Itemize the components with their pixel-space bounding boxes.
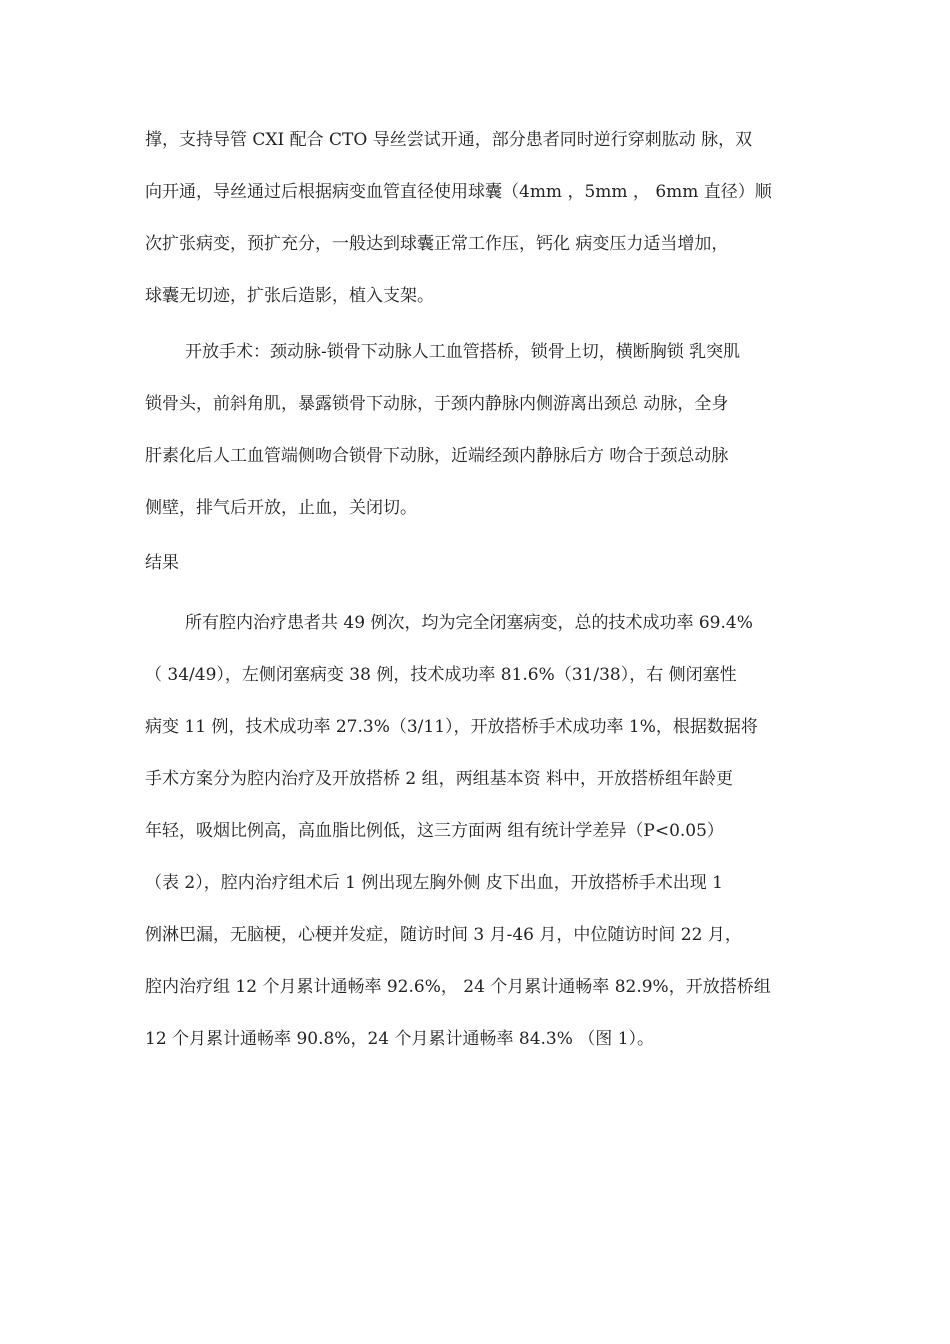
- text-line: 年轻，吸烟比例高，高血脂比例低，这三方面两 组有统计学差异（P<0.05）: [145, 821, 724, 841]
- text-line: （ 34/49），左侧闭塞病变 38 例，技术成功率 81.6%（31/38），右 侧闭塞性: [145, 665, 737, 685]
- text-line: 锁骨头，前斜角肌，暴露锁骨下动脉，于颈内静脉内侧游离出颈总 动脉，全身: [145, 394, 729, 414]
- text-line: 腔内治疗组 12 个月累计通畅率 92.6%， 24 个月累计通畅率 82.9%，开放搭桥组: [145, 977, 771, 997]
- text-line: 12 个月累计通畅率 90.8%，24 个月累计通畅率 84.3% （图 1）。: [145, 1029, 655, 1049]
- text-line: 向开通，导丝通过后根据病变血管直径使用球囊（4mm ，5mm ， 6mm 直径）顺: [145, 182, 772, 202]
- text-line: 例淋巴漏，无脑梗，心梗并发症，随访时间 3 月-46 月，中位随访时间 22 月，: [145, 925, 742, 945]
- paragraph-endovascular-procedure: [145, 114, 825, 322]
- text-line: 肝素化后人工血管端侧吻合锁骨下动脉，近端经颈内静脉后方 吻合于颈总动脉: [145, 446, 729, 466]
- paragraph-results: [145, 597, 825, 1065]
- text-line: 手术方案分为腔内治疗及开放搭桥 2 组，两组基本资 料中，开放搭桥组年龄更: [145, 769, 734, 789]
- paragraph-open-surgery: [145, 326, 825, 534]
- section-heading-results: [145, 537, 825, 589]
- text-line: 撑，支持导管 CXI 配合 CTO 导丝尝试开通，部分患者同时逆行穿刺肱动 脉，双: [145, 130, 753, 150]
- text-line: 球囊无切迹，扩张后造影，植入支架。: [145, 286, 434, 306]
- heading-text: 结果: [145, 553, 179, 573]
- text-line: 开放手术：颈动脉-锁骨下动脉人工血管搭桥，锁骨上切，横断胸锁 乳突肌: [185, 342, 741, 362]
- text-line: （表 2），腔内治疗组术后 1 例出现左胸外侧 皮下出血，开放搭桥手术出现 1: [145, 873, 723, 893]
- text-line: 病变 11 例，技术成功率 27.3%（3/11），开放搭桥手术成功率 1%，根据数据将: [145, 717, 758, 737]
- text-line: 次扩张病变，预扩充分，一般达到球囊正常工作压，钙化 病变压力适当增加，: [145, 234, 729, 254]
- text-line: 侧壁，排气后开放，止血，关闭切。: [145, 498, 417, 518]
- text-line: 所有腔内治疗患者共 49 例次，均为完全闭塞病变，总的技术成功率 69.4%: [185, 613, 753, 633]
